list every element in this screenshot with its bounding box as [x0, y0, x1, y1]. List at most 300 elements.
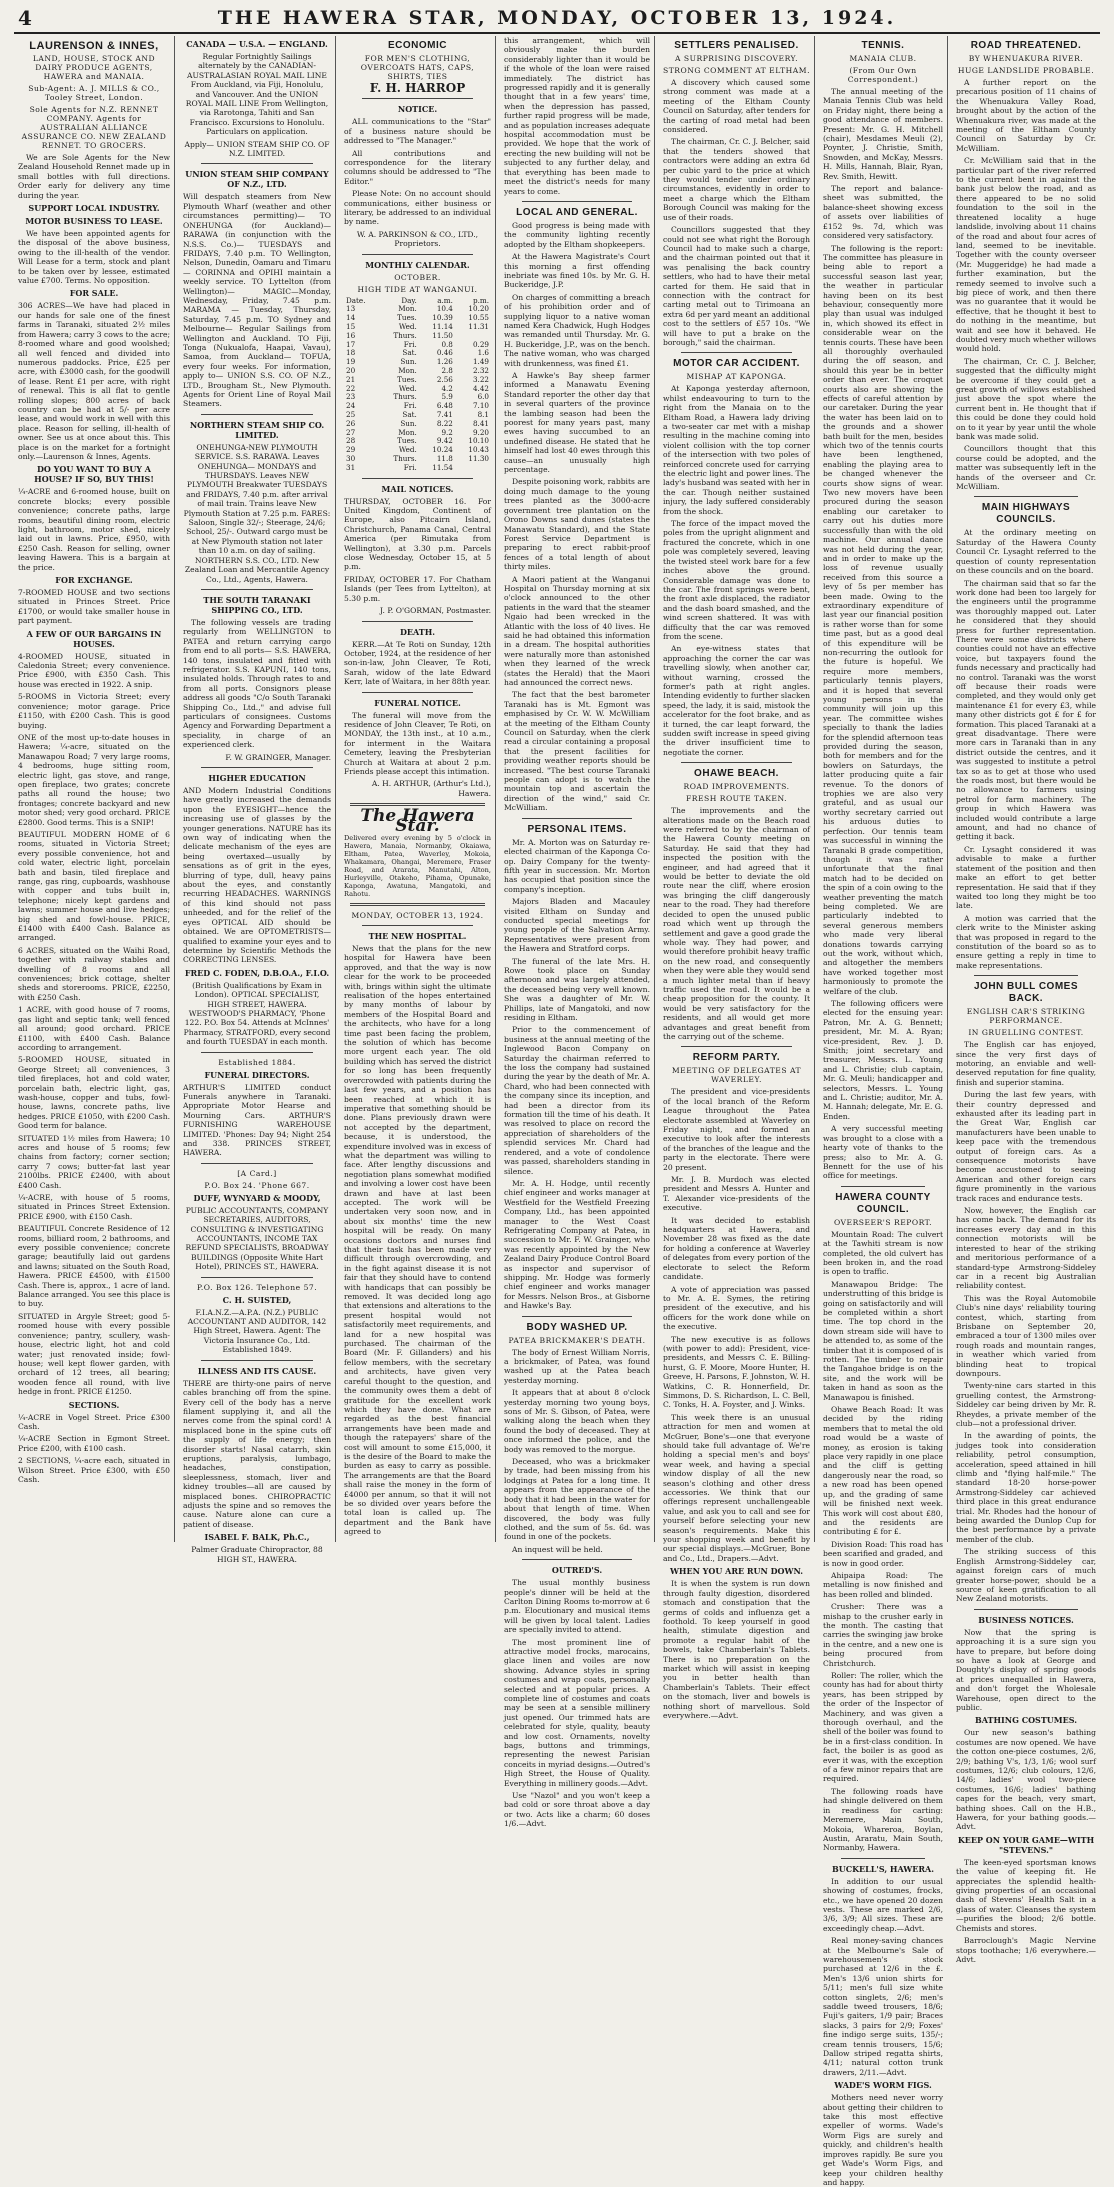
tide-cell: 10.4: [436, 304, 453, 314]
sub-agent: Sub-Agent: A. J. MILLS & CO., Tooley Street, London.: [28, 84, 160, 102]
reform-item: It was decided to establish headquarters at Hawera, and November 28 was fixed as the date for holding a conference at Waverley of delegates from every portion of the electorate to select the Reform candidate.: [663, 1215, 810, 1282]
tide-cell: Fri.: [403, 462, 417, 472]
john-bull-item: The English car has enjoyed, since the very first days of motoring, an enviable and well-deserved reputation for fine quality, finish and superior stamina.: [956, 1040, 1096, 1087]
firm-line: LAND, HOUSE, STOCK AND DAIRY PRODUCE AGENTS, HAWERA and MANAIA.: [32, 54, 156, 81]
business-notices-heading: BUSINESS NOTICES.: [978, 1614, 1074, 1625]
stevens-heading: KEEP ON YOUR GAME—WITH "STEVENS.": [957, 1834, 1095, 1855]
tide-row: [344, 367, 491, 376]
funeral-signature: A. H. ARTHUR, (Arthur's Ltd.), Hawera.: [371, 779, 491, 798]
tide-row: [344, 402, 491, 411]
suisted-text: F.I.A.N.Z.—A.P.A. (N.Z.) PUBLIC ACCOUNTANT AND AUDITOR, 142 High Street, Hawera. Agent: The Victoria Insurance Co., Ltd. Established 1849.: [187, 1307, 327, 1355]
tennis-item: A very successful meeting was brought to a close with a hearty vote of thanks to the press; also to Mr. A. G. Bennett for the use of his office for meetings.: [823, 1124, 943, 1181]
tide-cell: 8.41: [472, 418, 489, 428]
death-heading: DEATH.: [399, 626, 436, 637]
funeral-directors-heading: FUNERAL DIRECTORS.: [204, 1069, 310, 1080]
tennis-correspondent: (From Our Own Correspondent.): [847, 66, 919, 84]
motor-item: At Kaponga yesterday afternoon, whilst endeavouring to turn to the right from the Manaia on to the Eltham Road, a Hawera lady driving a two-seater car met with a mishap resulting in the machine coming into violent collision with the top corner of the intersection with two poles of reinforced concrete used for carrying the electric light and power lines. The lady's husband was seated with her in the car. Though neither sustained injury, the lady suffered considerably from the shock.: [663, 384, 810, 516]
john-bull-item: During the last few years, with their country depressed and exhausted after its leading part in the Great War, English car manufacturers have been unable to keep pace with the tremendous output of foreign cars. As a consequence motorists have become accustomed to seeing American and other foreign cars figure prominently in the various track races and endurance tests.: [956, 1090, 1096, 1203]
divider: [362, 254, 473, 255]
masthead: [14, 6, 1100, 34]
personal-heading: PERSONAL ITEMS.: [527, 823, 627, 835]
divider: [522, 818, 632, 819]
star-nameplate: The Hawera Star.: [360, 806, 475, 836]
divider: [974, 1609, 1078, 1610]
tide-cell: 14: [346, 313, 356, 323]
tide-cell: 3.22: [472, 374, 489, 384]
personal-item: Majors Bladen and Macauley visited Eltham on Sunday and conducted special meetings for young people of the Salvation Army. Representatives were present from the Hawera and Stratford corps.: [504, 897, 650, 954]
listing-one-acre: 1 ACRE, with good house of 7 rooms, gas light and septic tank; well fenced all around; good orchard. PRICE £1100, with £400 Cash. Balance according to arrangement.: [18, 1005, 170, 1052]
tide-column-header: a.m.: [437, 295, 453, 305]
listing-four-roomed: 4-ROOMED HOUSE, situated in Caledonia Street; every convenience. Price £900, with £350 Cash. This house was erected in 1922. A snip.: [18, 651, 170, 689]
local-item: A Hawke's Bay sheep farmer informed a Manawatu Evening Standard reporter the other day that in several quarters of the province the lambing season had been the poorest for many years past, many ewes having succumbed to an undefined disease. He stated that he himself had lost 40 ewes through this cause—an unusually high percentage.: [504, 371, 650, 475]
tide-cell: 11.54: [432, 462, 453, 472]
tide-cell: Thurs.: [393, 392, 417, 402]
tide-cell: 6.0: [477, 392, 489, 402]
south-taranaki-heading: THE SOUTH TARANAKI SHIPPING CO., LTD.: [203, 594, 311, 615]
economic-text: FOR MEN'S CLOTHING, OVERCOATS HATS, CAPS, SHIRTS, TIES: [360, 54, 475, 81]
column-4: [500, 36, 655, 1829]
motor-accident-heading: MOTOR CAR ACCIDENT.: [673, 358, 800, 370]
divider: [681, 1046, 792, 1047]
county-item: Mountain Road: The culvert at the Tawhiti stream is now completed, the old culvert has been broken in, and the road is open to traffic.: [823, 1229, 943, 1277]
card-label: [A Card.]: [237, 1168, 277, 1178]
tide-cell: 5.9: [441, 392, 453, 402]
divider: [681, 762, 792, 763]
star-delivery: Delivered every evening by 5 o'clock in Hawera, Manaia, Normanby, Okaiawa, Eltham, Patea, Waverley, Mokoia, Whakamara, Ohangai, Meremere, Fraser Road, and Ararata, Manutahi, Alton, Hurleyville, Otakeho, Pihama, Opunake, Kaponga, Awatuna, Mangatoki, and Rahotu.: [344, 834, 491, 898]
tide-cell: 10.55: [468, 313, 489, 323]
personal-item: The funeral of the late Mrs. H. Rowe took place on Sunday afternoon and was largely attended, the deceased being very well known. She was a daughter of Mr. W. Phillips, late of Mangatoki, and now residing in Eltham.: [504, 956, 650, 1022]
reform-item: The new executive is as follows (with power to add): President, vice-presidents, and Messrs C. E. Billing-hurst, G. F. Moore, Moore Hunter, H. Greeve, H. Parsons, F. Johnston, W. H. Watkins, C. R. Honnerfield, Dr. Simmons, D. S. Richardson, L. C. Bell, C. Tonks, H. A. Foyster, and J. Winks.: [663, 1334, 810, 1410]
tide-cell: 7.41: [436, 410, 453, 420]
ohawe-item: The improvements and the alterations made on the Beach road were referred to by the chairman of the Hawera County meeting on Saturday. He said that they had inspected the position with the engineer, and had agreed that it would be better to deviate the old route near the cliff, where erosion was bringing the cliff dangerously near to the road. They had therefore decided to open the unused public road which went up through the settlement and gave a good grade the whole way. They had power, and would therefore prohibit heavy traffic on the new road, and consequently when they were able they would send a much lighter metal than if heavy traffic used the road. It would be a cheap proposition for the county. It would be very satisfactory for the residents, and all would get more advantages and great benefit from the carrying out of the scheme.: [663, 806, 810, 1041]
duff-text: PUBLIC ACCOUNTANTS, COMPANY SECRETARIES, AUDITORS, CONSULTING & INVESTIGATING ACCOUNTANTS, INCOME TAX REFUND SPECIALISTS, BROADWAY BUILDINGS (Opposite White Hart Hotel), PRINCES ST., HAWERA.: [185, 1205, 329, 1272]
listing-manawapou: ONE of the most up-to-date houses in Hawera; ¼-acre, situated on the Manawapou Road; 7 very large rooms, 4 bedrooms, huge sitting room, electric light, gas stove, and range, open fireplace, two grates; concrete paths all round the house; two frontages; concrete backyard and new motor shed; very good orchard. PRICE £2800. Good terms. This is a SNIP!: [18, 732, 170, 827]
hospital-editorial: News that the plans for the new hospital for Hawera have been approved, and that the way is now clear for the work to be proceeded with, brings within sight the ultimate realisation of the hopes entertained by many months of labour by members of the Hospital Board and the architects, who have for a long time past been facing the problem, the solution of which has become more urgent each year. The old building which has served the district for so long has been frequently overcrowded with patients during the last few years, and a position has been reached at which it is imperative that something should be done. Plans previously drawn were not accepted by the department, because, it is understood, the expenditure involved was in excess of what the department was willing to face. After lengthy discussions and negotiation plans somewhat modified and involving a lower cost have been drawn and have at last been accepted. The work will be undertaken very soon now, and in about six months' time the new hospital will be ready. On many occasions doctors and nurses find that their task has been made very difficult through overcrowding, and in the fight against disease it is not fair that they should have to contend with handicaps that can possibly be removed. It was decided long ago that extensions and alterations to the present hospital would not satisfactorily meet requirements, and land for a new hospital was purchased. The chairman of the Board (Mr. F. Gillanders) and his fellow members, with the secretary and architects, have given very careful thought to the question, and the community owes them a debt of gratitude for the excellent work which they have done. What are regarded as the best financial arrangements have been made and though the ratepayers' share of the cost will amount to some £15,000, it is the desire of the Board to make the burden as easy to carry as possible. The arrangements are that the Board shall raise the money in the form of £4000 per annum, so that it will not be so divided over years before the total loan is called up. The department and the Bank have agreed to: [344, 944, 491, 1537]
divider: [201, 589, 313, 590]
settlers-subheading: A SURPRISING DISCOVERY.: [674, 54, 799, 63]
bargains-heading: A FEW OF OUR BARGAINS IN HOUSES.: [26, 628, 162, 649]
tide-cell: 2.32: [472, 366, 489, 376]
county-item: Roller: The roller, which the county has had for about thirty years, has been stripped by the order of the Inspector of Machinery, and was given a thorough overhaul, and the shell of the boiler was found to be in a first-class condition. In fact, the boiler is as good as ever it was, with the exception of a few minor repairs that are required.: [823, 1671, 943, 1784]
column-5: [659, 36, 815, 1720]
tide-cell: 31: [346, 462, 356, 472]
tide-cell: 26: [346, 418, 356, 428]
section-vogel: ¼-ACRE in Vogel Street. Price £300 Cash.: [18, 1412, 170, 1431]
wades-heading: WADE'S WORM FIGS.: [834, 2080, 932, 2091]
tide-row: [344, 349, 491, 358]
mail-heading: MAIL NOTICES.: [381, 483, 454, 494]
illness-heading: ILLNESS AND ITS CAUSE.: [197, 1365, 317, 1376]
county-council-subheading: OVERSEER'S REPORT.: [833, 1217, 933, 1227]
mail-notice-1: THURSDAY, OCTOBER 16. For United Kingdom, Continent of Europe, also Pitcairn Island, Christchurch, Panama Canal, Central America (per Rimutaka from Wellington), at 3.30 p.m. Parcels close Wednesday, October 15, at 5 p.m.: [344, 496, 491, 572]
john-bull-item: In the awarding of points, the judges took into consideration reliability, petrol consumption, acceleration, speed attained in hill climb and "flying half-mile." The standard 18-20 horse-power Armstrong-Siddeley car achieved third place in this great endurance trial. Mr. Rhodes had the honour of being awarded the Dunlop Cup for the best performance by a private member of the club.: [956, 1431, 1096, 1544]
divider: [201, 767, 313, 768]
wades-text: Mothers need never worry about getting their children to take this most effective expeller of worms. Wade's Worm Figs are surely and quickly, and children's health improves rapidly. Be sure you get Wade's Worm Figs, and keep your children healthy and happy.: [823, 2093, 943, 2187]
divider: [362, 478, 473, 479]
tide-cell: 15: [346, 322, 356, 332]
tide-table: [344, 297, 491, 473]
john-bull-item: Twenty-nine cars started in this gruelling contest, the Armstrong-Siddeley car being driven by Mr. R. Rheydes, a private member of the club—not a professional driver.: [956, 1381, 1096, 1428]
notice-3: Please Note: On no account should communications, either business or literary, be addressed to an individual by name.: [344, 189, 491, 227]
tennis-item: The following is the report: The committee has pleasure in being able to report a successful season last year, the weather in particular having been on its best behaviour, consequently more play than usual was indulged in, which showed its effect in considerable wear on the tennis courts. These have been all thoroughly overhauled during the off season, and should this year be in better order than ever. The croquet courts also are showing the effects of careful attention by our caretaker. During the year the water has been laid on to the grounds and a shower bath built for the men, besides which two of the tennis courts have been lengthened, enabling the playing area to be changed whenever the courts show signs of wear. Two new movers have been procured during the season enabling our caretaker to carry out his duties more successfully than with the old machine. Our annual dance was not held during the year, and in order to make up the loss of revenue usually received from this source a levy of 5s per member has been made. Owing to the extraordinary expenditure of last year our financial position is rather worse than for some time past, but as a good deal of this expenditure will be non-recurring the outlook for the future is hopeful. We require more members, particularly tennis players, and it is hoped that several young persons in the community will join up this year. The committee wishes specially to thank the ladies for the splendid afternoon teas provided during the season, both for members and for the bowlers on Saturdays, the latter producing quite a fair revenue. To the donors of trophies we are also very grateful, and as usual our worthy secretary carried out his arduous duties to perfection. Our tennis team was successful in winning the Taranaki B grade competition, though it was rather unfortunate that the final match had to be decided on the spin of a coin owing to the weather preventing the match being completed. We are particularly indebted to several generous members who made very liberal donations towards carrying out the work, without which, and altogether the members have worked together most harmoniously to promote the welfare of the club.: [823, 243, 943, 996]
county-item: Manawapou Bridge: The understrutting of this bridge is going on satisfactorily and will be completed within a short time. The top chord in the down stream side will have to be attended to, as some of the timber that it is composed of is rotten. The timber to repair the Tangahoe bridge is on the site, and the work will be taken in hand as soon as the Manawapou is finished.: [823, 1279, 943, 1402]
notice-2: All contributions and correspondence for the literary columns should be addressed to "The Editor.": [344, 148, 491, 186]
bathing-heading: BATHING COSTUMES.: [975, 1715, 1077, 1726]
outreds-item: The usual monthly business people's dinner will be held at the Carlton Dining Rooms to-morrow at 6 p.m. Elocutionary and musical items will be given by local talent. Ladies are specially invited to attend.: [504, 1578, 650, 1635]
higher-education-heading: HIGHER EDUCATION: [208, 773, 306, 783]
tide-cell: 24: [346, 401, 356, 411]
tide-cell: Fri.: [403, 339, 417, 349]
nervine-advert: Barroclough's Magic Nervine stops toothache; 1/6 everywhere.—Advt.: [956, 1936, 1096, 1964]
illness-text: THERE are thirty-one pairs of nerve cables branching off from the spine. Every cell of the body has a nerve filament supplying it, and all the nerves come from the spinal cord! A misplaced bone in the spine cuts off the supply of life energy; then disorder starts! Nasal catarrh, skin eruptions, paralysis, lumbago, headaches, constipation, sleeplessness, stomach, liver and kidney troubles—all are caused by misplaced bones. CHIROPRACTIC adjusts the spine and so removes the cause. Nature alone can cure a patient of disease.: [183, 1378, 331, 1529]
listing-six-acres: 6 ACRES, situated on the Waihi Road, together with railway stables and dwelling of 8 rooms and all conveniences; brick cottage, shelter sheds and storerooms. PRICE, £2250, with £250 Cash.: [18, 945, 170, 1002]
tide-cell: 10.10: [468, 436, 489, 446]
john-bull-heading: JOHN BULL COMES BACK.: [974, 981, 1078, 1005]
tide-cell: 21: [346, 374, 356, 384]
business-item: Now that the spring is approaching it is a sure sign you have to prepare, but before doing so have a look at George and Doughty's display of spring goods at prices unequalled in Hawera, and don't forget the Wholesale Warehouse, open direct to the public.: [956, 1627, 1096, 1712]
postmaster: J. P. O'GORMAN, Postmaster.: [380, 606, 491, 616]
tide-row: [344, 393, 491, 402]
divider: [201, 1052, 313, 1053]
run-down-text: It is when the system is run down through faulty digestion, disordered stomach and constipation that the germs of colds and influenza get a foothold. To keep yourself in good health, stimulate digestion and promote a regular habit of the bowels, take Chamberlain's Tablets. There is no preparation on the market which will assist in keeping you in better health than Chamberlain's Tablets. Their effect on the stomach, liver and bowels is nothing short of marvellous. Sold everywhere.—Advt.: [663, 1579, 810, 1720]
tide-cell: 11.8: [436, 454, 453, 464]
tide-cell: 4.42: [472, 383, 489, 393]
tide-cell: 0.8: [441, 339, 453, 349]
tide-cell: 10.20: [468, 304, 489, 314]
divider: [974, 975, 1078, 976]
tide-row: [344, 420, 491, 429]
settlers-subheading-2: STRONG COMMENT AT ELTHAM.: [663, 66, 810, 75]
foden-name: FRED C. FODEN, D.B.O.A., F.I.O.: [184, 967, 330, 978]
notice-heading: NOTICE.: [397, 104, 438, 115]
tide-cell: 16: [346, 330, 356, 340]
higher-education-text: AND Modern Industrial Conditions have greatly increased the demands upon the EYESIGHT—hence the increasing use of glasses by the younger generations. NATURE has its own way of indicating when the delicate mechanism of the eyes are being overtaxed—usually by sensations as of grit in the eyes, blurring of type, dull, heavy pains about the eyes, and constantly recurring HEADACHES. WARNINGS of this kind should not pass unheeded, and for the relief of the eyes OPTICAL AID should be obtained. We are OPTOMETRISTS—qualified to examine your eyes and to determine by Scientific Methods the CORRECTING LENSES.: [183, 786, 331, 965]
divider: [201, 1163, 313, 1164]
tide-cell: 0.46: [436, 348, 453, 358]
tide-cell: Sun.: [400, 418, 417, 428]
john-bull-subheading-2: IN GRUELLING CONTEST.: [968, 1028, 1084, 1038]
tide-cell: 20: [346, 366, 356, 376]
sections-heading: SECTIONS.: [68, 1399, 120, 1410]
listing-concrete-residence: BEAUTIFUL Concrete Residence of 12 rooms, billiard room, 2 bathrooms, and every possible convenience; concrete garage; beautifully laid out gardens and lawns; situated on the South Road, Hawera. PRICE £4500, with £1500 Cash. There is, approx., 1 acre of land. Balance arranged. You see this place is to buy.: [18, 1224, 170, 1309]
agents: Sole Agents for N.Z. RENNET COMPANY. Agents for AUSTRALIAN ALLIANCE ASSURANCE CO. NEW ZEALAND RENNET. TO GROCERS.: [21, 105, 167, 150]
mcgruer-advert: This week there is an unusual attraction for men and women at McGruer, Bone's—one that everyone should take full advantage of. We're holding a special men's and boys' wear week, and having a special window display of all the new season's clothing and other dress accessories. We think that our offerings represent unchallengeable value, and ask you to call and see for yourself before selecting your new season's requirements. Make this your shopping week and benefit by our special displays.—McGruer, Bone and Co., Ltd., Drapers.—Advt.: [663, 1412, 810, 1563]
page-number: 4: [18, 6, 32, 30]
personal-item: Prior to the commencement of business at the annual meeting of the Inglewood Bacon Company on Saturday the chairman referred to the loss the company had sustained during the year by the death of Mr. A. Chard, who had been connected with the company since its inception, and had been a director from its formation till the time of his death. It was resolved to place on record the appreciation of shareholders of the splendid services Mr. Chard had rendered, and a vote of condolence was passed, shareholders standing in silence.: [504, 1025, 650, 1176]
tide-cell: 19: [346, 357, 356, 367]
listing-306-acres: 306 ACRES—We have had placed in our hands for sale one of the finest farms in Taranaki, situated 2½ miles from Hawera; carry 3 cows to the acre; 8-roomed whare and good woolshed; all well fenced and divided into numerous paddocks. Price, £25 per acre, with £3000 cash, for the goodwill of lease. Rent £1 per acre, with right of renewal. This is all flat to gentle rolling slopes; 800 acres of back country can be had at 5/- per acre lease, and would work in well with this place. Reason for selling, ill-health of owner. See us at once about this. This place is on the market for a fortnight only.—Laurenson & Innes, Agents.: [18, 301, 170, 461]
tennis-heading: TENNIS.: [861, 40, 905, 51]
motor-business-text: We have been appointed agents for the disposal of the above business, owing to the ill-health of the vendor. Will Lease for a term, stock and plant to be taken over by lessee, estimated value £700. Terms. No opposition.: [18, 229, 170, 286]
arthurs-text: ARTHUR'S LIMITED conduct Funerals anywhere in Taranaki. Appropriate Motor Hearse and Mourning Cars. ARTHUR'S FURNISHING WAREHOUSE LIMITED. 'Phones: Day 94; Night 254 and 338. PRINCES STREET, HAWERA.: [183, 1082, 331, 1158]
tide-cell: 10.43: [468, 445, 489, 455]
motor-item: An eye-witness states that approaching the corner the car was travelling slowly, when another car, without warning, crossed the former's path at right angles. Intending evidently to further slacken speed, the lady, it is said, mistook the accelerator for the foot brake, and as it turned, the car leapt forward, the sudden swift increase in speed giving the driver insufficient time to negotiate the corner.: [663, 644, 810, 757]
road-threatened-subheading: BY WHENUAKURA RIVER.: [968, 54, 1084, 63]
listing-quarter-acre: ¼-ACRE and 6-roomed house, built on concrete blocks; every possible convenience; concrete paths, large rooms, beautiful dining room, electric light, bathroom, motor shed, nicely laid out in lawns. Price, £950, with £250 Cash. Reason for selling, owner leaving Hawera. This is a bargain at the price.: [18, 487, 170, 572]
tide-cell: Sat.: [402, 410, 417, 420]
tide-column-header: p.m.: [473, 295, 489, 305]
foden-text: (British Qualifications by Exam in London). OPTICAL SPECIALIST, HIGH STREET, HAWERA. WESTWOOD'S PHARMACY, 'Phone 122. P.O. Box 54. Attends at McInnes' Pharmacy, STRATFORD, every second and fourth TUESDAY in each month.: [183, 980, 331, 1047]
county-council-heading: HAWERA COUNTY COUNCIL.: [835, 1191, 931, 1215]
local-item: Good progress is being made with the community lighting recently adopted by the Eltham shopkeepers.: [504, 220, 650, 249]
tide-cell: Sat.: [402, 348, 417, 358]
mail-notice-2: FRIDAY, OCTOBER 17. For Chatham Islands (per Tees from Lyttelton), at 5.30 p.m.: [344, 574, 491, 603]
stevens-text: The keen-eyed sportsman knows the value of keeping fit. He appreciates the splendid health-giving properties of an occasional dash of Stevens' Health Salt in a glass of water. Cleanses the system—purifies the blood; 2/6 bottle. Chemists and stores.: [956, 1857, 1096, 1933]
buckells-heading: BUCKELL'S, HAWERA.: [831, 1863, 934, 1874]
calendar-month: OCTOBER.: [394, 272, 441, 282]
tide-cell: Tues.: [397, 436, 417, 446]
ohawe-subheading-2: FRESH ROUTE TAKEN.: [685, 794, 788, 804]
divider: [362, 621, 473, 622]
john-bull-item: This was the Royal Automobile Club's nine days' reliability touring contest, which, starting from Brisbane on September 20, embraced a tour of 1300 miles over rough roads and mountain ranges, in weather which varied from blinding heat to tropical downpours.: [956, 1293, 1096, 1378]
newspaper-title: THE HAWERA STAR, MONDAY, OCTOBER 13, 1924.: [217, 7, 897, 29]
divider: [201, 163, 313, 164]
box-phone: P.O. Box 24. 'Phone 667.: [204, 1180, 310, 1190]
local-item: Despite poisoning work, rabbits are doing much damage to the young trees planted as the 3000-acre government tree plantation on the Orono Downs sand dunes (states the Manawatu Standard), and the State Forest Service Department is preparing to erect rabbit-proof fences of a total length of about thirty miles.: [504, 477, 650, 572]
local-general-heading: LOCAL AND GENERAL.: [516, 206, 638, 218]
tide-cell: 6.48: [436, 401, 453, 411]
county-item: Ohawe Beach Road: It was decided by the riding members that to metal the old road would be a waste of money, as erosion is taking place very rapidly in one place and the cliff is getting dangerously near the road, so a new road has been opened up, and the grading of same will be finished next week. This work will cost about £80, and the residents are contributing £ for £.: [823, 1405, 943, 1537]
divider: [350, 903, 485, 906]
union-steam-text: Will despatch steamers from New Plymouth Wharf (weather and other circumstances permitting)— TO ONEHUNGA (for Auckland)— RARAWA (in conjunction with the N.S.S. Co.)— TUESDAYS and FRIDAYS, 7.40 p.m. TO Wellington, Nelson, Dunedin, Oamaru and Timaru— CORINNA and OPIHI maintain a weekly service. TO Lyttelton (from Wellington)— MAGIC—Monday, Wednesday, Friday, 7.45 p.m. MARAMA — Tuesday, Thursday, Saturday, 7.45 p.m. TO Sydney and Melbourne— Regular Sailings from Wellington and Auckland. TO Fiji, Tonga (Nukualofa, Haapai, Vavau), Samoa, from Auckland— TOFUA, every four weeks. For information, apply to— UNION S.S. CO. OF N.Z., LTD., Brougham St., New Plymouth. Agents for Orient Line of Royal Mail Steamers.: [183, 192, 331, 409]
body-item: Deceased, who was a brickmaker by trade, had been missing from his lodgings at Patea for a long time. It appears from the appearance of the body that it had been in the water for about that length of time. When discovered, the body was fully clothed, and the sum of 5s. 6d. was found in one of the pockets.: [504, 1457, 650, 1542]
settlers-item: The chairman, Cr. C. J. Belcher, said that the tenders showed that contractors were adding an extra 6d per cubic yard to the price at which they would tender under ordinary circumstances, evidently in order to meet a charge which the Eltham Borough Council was making for the use of their roads.: [663, 137, 810, 222]
local-item: On charges of committing a breach of his prohibition order and of supplying liquor to a native woman named Kera Chadwick, Hugh Hodges was remanded until Thursday. Mr. G. H. Buckeridge, J.P., was on the bench. The native woman, who was charged with drunkenness, was fined £1.: [504, 292, 650, 368]
county-item: Crusher: There was a mishap to the crusher early in the month. The casting that carries the swinging jaw broke in the centre, and a new one is being procured from Christchurch.: [823, 1602, 943, 1668]
tide-row: [344, 341, 491, 350]
northern-text: ONEHUNGA-NEW PLYMOUTH SERVICE. S.S. RARAWA. Leaves ONEHUNGA— MONDAYS and THURSDAYS. Leaves NEW PLYMOUTH Breakwater TUESDAYS and FRIDAYS, 7.40 p.m. after arrival of mail train. Trains leave New Plymouth Station at 7.25 p.m. FARES: Saloon, Single 32/-; Steerage, 24/6; School, 25/-. Outward cargo must be at New Plymouth station not later than 10 a.m. on day of sailing. NORTHERN S.S. CO., LTD. New Zealand Loan and Mercantile Agency Co., Ltd., Agents, Hawera.: [183, 442, 331, 584]
column-1: [14, 36, 175, 1542]
john-bull-item: Now, however, the English car has come back. The demand for its increases every day and in this connection motorists will be interested to hear of the striking and meritorious performance of a standard-type Armstrong-Siddeley car in a recent big Australian reliability contest.: [956, 1206, 1096, 1291]
grainger-signature: F. W. GRAINGER, Manager.: [225, 752, 331, 762]
section-egmont: ¼-ACRE Section in Egmont Street. Price £200, with £100 cash.: [18, 1434, 170, 1453]
body-washed-subheading: PATEA BRICKMAKER'S DEATH.: [508, 1335, 646, 1345]
tide-cell: 9.20: [472, 427, 489, 437]
harrop-name: F. H. HARROP: [369, 81, 466, 95]
settlers-heading: SETTLERS PENALISED.: [674, 40, 799, 51]
support-heading: SUPPORT LOCAL INDUSTRY.: [28, 203, 160, 214]
local-item: A Maori patient at the Wanganui Hospital on Thursday morning at six o'clock announced to the other patients in the ward that the steamer Ngaio had been wrecked in the Atlantic with the loss of 40 lives. He said he had obtained this information in a dream. The hospital authorities were naturally more than astonished when they learned of the wreck (states the Herald) that the Maori had announced the correct news.: [504, 574, 650, 687]
ohawe-subheading: ROAD IMPROVEMENTS.: [683, 782, 790, 792]
body-washed-heading: BODY WASHED UP.: [526, 1321, 628, 1333]
highways-item: A motion was carried that the clerk write to the Minister asking that was proposed in regard to the constitution of the board so as to ensure getting a reply in time to make representations.: [956, 913, 1096, 970]
reform-item: Mr. J. B. Murdoch was elected president and Messrs A. Hunter and T. Alexander vice-presidents of the executive.: [663, 1175, 810, 1213]
road-item: The chairman, Cr. C. J. Belcher, suggested that the difficulty might be overcome if they could get a great growth of willows established just above the spot where the current bent in. He thought that if this could be done they could hold on to it year by year until the whole bank was made solid.: [956, 356, 1096, 442]
body-item: An inquest will be held.: [512, 1544, 603, 1554]
section-wilson: 2 SECTIONS, ¼-acre each, situated in Wilson Street. Price £300, with £50 Cash.: [18, 1456, 170, 1484]
reform-item: The president and vice-presidents of the local branch of the Reform League throughout the Patea electorate assembled at Waverley on Friday night, and formed an executive to look after the interests of the branches of the league and the party in the electorate. There were 20 present.: [663, 1087, 810, 1172]
divider: [522, 201, 632, 202]
road-item: Cr. McWilliam said that in the particular part of the river referred to the current bent in against the bank just below the road, and as there appeared to be no solid foundation to the soil in the threatened locality a huge landslide, involving about 11 chains of the road and about four acres of land, seemed to be inevitable. Together with the county overseer (Mr. Muggeridge) he had made a further examination, but the remedy seemed to involve such a big piece of work, and then there was no guarantee that it would be effective, that he thought it best to do nothing in the meantime, but wait and see how it behaved. He doubted very much whether willows would hold.: [956, 156, 1096, 354]
firm-name: LAURENSON & INNES,: [29, 40, 159, 52]
divider: [841, 1186, 925, 1187]
reform-subheading: MEETING OF DELEGATES AT WAVERLEY.: [671, 1066, 802, 1085]
listing-seven-roomed: 7-ROOMED HOUSE and two sections situated in Princes Street. Price £1700, or would take smaller house in part payment.: [18, 588, 170, 626]
tide-row: [344, 376, 491, 385]
tide-cell: 13: [346, 304, 356, 314]
tide-cell: 30: [346, 454, 356, 464]
tide-cell: Tues.: [397, 374, 417, 384]
suisted-name: C. H. SUISTED,: [222, 1294, 292, 1305]
tide-cell: 0.29: [472, 339, 489, 349]
tide-cell: 11.30: [468, 454, 489, 464]
tennis-item: The report and balance-sheet was submitted, the balance-sheet showing excess of assets over liabilities of £152 9s. 7d, which was considered very satisfactory.: [823, 184, 943, 241]
tide-row: [344, 358, 491, 367]
south-taranaki-text: The following vessels are trading regularly from WELLINGTON to PATEA and return carrying cargo from end to all ports— S.S. HAWERA, 140 tons, insulated and fitted with refrigerator. S.S. KAPUNI, 140 tons, insulated holds. Through rates to and from all ports. Consignors please address all goods "C/o South Taranaki Shipping Co., Ltd.," and advise full particulars of consignees. Customs Agency and Forwarding Department a speciality, in charge of an experienced clerk.: [183, 617, 331, 750]
tide-cell: 10.24: [432, 445, 453, 455]
bathing-text: Our new season's bathing costumes are now opened. We have the cotton one-piece costumes, 2/6, 2/9; bathing V's, 1/3, 1/6; wool surf costumes, 12/6; club colours, 12/6, 14/6; ladies' wool two-piece costumes, 16/6; ladies' bathing capes for the beach, very smart, bathing shoes. Call on the H.B., Hawera, for your bathing goods.—Advt.: [956, 1728, 1096, 1832]
highways-heading: MAIN HIGHWAYS COUNCILS.: [981, 502, 1071, 526]
tide-cell: 23: [346, 392, 356, 402]
tide-heading: HIGH TIDE AT WANGANUI.: [357, 284, 478, 294]
tide-cell: 17: [346, 339, 356, 349]
tide-cell: Mon.: [398, 304, 417, 314]
tide-cell: 11.31: [468, 322, 489, 332]
buy-house-heading: DO YOU WANT TO BUY A HOUSE? IF SO, BUY THIS!: [34, 464, 154, 485]
tide-cell: Thurs.: [393, 454, 417, 464]
tide-cell: 11.14: [432, 322, 453, 332]
listing-argyle-street: SITUATED in Argyle Street; good 5-roomed house with every possible convenience; pantry, scullery, wash-house, electric light, hot and cold water; just renovated inside; fowl-house; well kept flower garden, with orchard of 12 trees, all bearing; wooden fence all round, with live hedge in front. PRICE £1250.: [18, 1311, 170, 1397]
column-2: [179, 36, 336, 1564]
tennis-item: The annual meeting of the Manaia Tennis Club was held on Friday night, there being a good attendance of members. Present: Mr. G. H. Mitchell (chair), Mesdames Meuli (2), Poynter, J. Christie, Smith, Snowden, and McKay, Messrs. H. Mills, Hannah, Blair, Ryan, Rev. Smith, Hewitt.: [823, 87, 943, 181]
grocers-notice: We are Sole Agents for the New Zealand Household Rennet made up in small bottles with full directions. Order early for delivery any time during the year.: [18, 153, 170, 200]
calendar-heading: MONTHLY CALENDAR.: [365, 259, 470, 270]
balk-name: ISABEL F. BALK, Ph.C.,: [204, 1532, 310, 1543]
highways-item: Cr. Lysaght considered it was advisable to make a further statement of the position and then make an effort to get better representation. He said that if they waited too long they might be too late.: [956, 844, 1096, 911]
economic-heading: ECONOMIC: [388, 40, 447, 51]
proprietors: W. A. PARKINSON & CO., LTD., Proprietors.: [356, 229, 479, 249]
county-item: Ahipaipa Road: The metalling is now finished and has been rolled and blinded.: [823, 1570, 943, 1599]
personal-item: Mr. A. H. Hodge, until recently chief engineer and works manager at Westfield for the Westfield Freezing Company, Ltd., has been appointed manager to the West Coast Refrigerating Company at Patea, in succession to Mr. F. W. Grainger, who was recently appointed by the New Zealand Dairy Produce Control Board as inspector and supervisor of shipping. Mr. Hodge was formerly chief engineer and works manager for Messrs. Nelson Bros., at Gisborne and Hawke's Bay.: [504, 1178, 650, 1311]
tide-cell: 10.39: [432, 313, 453, 323]
funeral-notice-heading: FUNERAL NOTICE.: [374, 697, 461, 708]
john-bull-subheading: ENGLISH CAR'S STRIKING PERFORMANCE.: [966, 1007, 1086, 1026]
divider: [974, 496, 1078, 497]
divider: [841, 1858, 925, 1859]
notice-1: ALL communications to the "Star" of a business nature should be addressed to "The Manager.": [344, 117, 491, 146]
tide-row: [344, 323, 491, 332]
tide-cell: Thurs.: [393, 330, 417, 340]
tide-cell: 11.50: [432, 330, 453, 340]
tide-cell: 4.2: [441, 383, 453, 393]
buckells-text: In addition to our usual showing of costumes, frocks, etc., we have opened 20 dozen vests. These are marked 2/6, 3/6, 3/9; All sizes. These are exceedingly cheap.—Advt.: [823, 1876, 943, 1933]
tide-column-header: Day.: [401, 295, 417, 305]
tide-cell: Sun.: [400, 357, 417, 367]
reform-heading: REFORM PARTY.: [692, 1052, 781, 1064]
tide-row: [344, 455, 491, 464]
column-7: [952, 36, 1100, 1964]
reform-item: A vote of appreciation was passed to Mr. A. E. Symes, the retiring president of the executive, and his officers for the work done while on the executive.: [663, 1284, 810, 1332]
outreds-item: The most prominent line of attractive model frocks, marocains, glace linen and voiles are now showing. Advance styles in spring costumes and wrap coats, personally selected and at popular prices. A complete line of costumes and coats may be seen at a sensible millinery just opened. Our trimmed hats are celebrated for style, quality, beauty and low cost. Ornaments, novelty bags, buttons and trimmings, representing the newest Parisian conceits in myriad designs.—Outred's High Street, the House of Quality. Everything in millinery goods.—Advt.: [504, 1637, 650, 1788]
column-6: [819, 36, 948, 2187]
listing-george-street: 5-ROOMED HOUSE, situated in George Street; all conveniences, 3 tiled fireplaces, hot and cold water, porcelain bath, electric light, gas, wash-house, copper and tubs, fowl-house, lawns, concrete paths, live hedges. PRICE £1050, with £200 Cash. Good term for balance.: [18, 1055, 170, 1131]
canada-apply: Apply— UNION STEAM SHIP CO. OF N.Z. LIMITED.: [184, 139, 330, 159]
melbourne-sale-text: Real money-saving chances at the Melbourne's Sale of warehousemen's stock purchased at 12/6 in the £. Men's 13/6 union shirts for 5/11; men's full size white cotton singlets, 2/6; men's saddle tweed trousers, 18/6; Fuji's gaiters, 1/9 pair; Braces slacks, 3 pairs for 2/9; Foxes' fine indigo serge suits, 135/-; cream tennis trousers, 15/6; Dallow striped regatta shirts, 4/11; natural cotton trunk drawers, 2/11.—Advt.: [823, 1936, 943, 2077]
tide-cell: 8.1: [477, 410, 489, 420]
tide-cell: 2.56: [436, 374, 453, 384]
personal-item: Mr. A. Morton was on Saturday re-elected chairman of the Kaponga Co-op. Dairy Company for the twenty-fifth year in succession. Mr. Morton has occupied that position since the company's inception.: [504, 837, 650, 894]
tide-cell: 7.10: [472, 401, 489, 411]
body-item: The body of Ernest William Norris, a brickmaker, of Patea, was found washed up at the Patea beach yesterday morning.: [504, 1347, 650, 1385]
road-item: Councillors thought that this course could be adopted, and the matter was subsequently left in the hands of the overseer and Cr. McWilliam.: [956, 444, 1096, 492]
tide-row: [344, 385, 491, 394]
canada-heading: CANADA — U.S.A. — ENGLAND.: [186, 39, 328, 49]
divider: [201, 1360, 313, 1361]
canada-text: Regular Fortnightly Sailings alternately by the CANADIAN-AUSTRALASIAN ROYAL MAIL LINE From Auckland, via Fiji, Honolulu, and Vancouver. And the UNION ROYAL MAIL LINE From Wellington, via Rarotonga, Tahiti and San Francisco. Excursions to Honolulu. Particulars on application.: [185, 52, 329, 137]
columns: [14, 36, 1100, 2187]
outreds-heading: OUTRED'S.: [551, 1565, 603, 1576]
road-threatened-heading: ROAD THREATENED.: [970, 40, 1082, 51]
local-item: At the Hawera Magistrate's Court this morning a first offending inebriate was fined 10s. by Mr. G. H. Buckeridge, J.P.: [504, 252, 650, 290]
listing-princes-street: ¼-ACRE, with house of 5 rooms, situated in Princes Street Extension. PRICE £900, with £150 Cash.: [18, 1193, 170, 1221]
tide-cell: 1.6: [477, 348, 489, 358]
county-item: Division Road: This road has been scarified and graded, and is now in good order.: [823, 1539, 943, 1568]
tide-cell: 1.49: [472, 357, 489, 367]
road-item: A further report on the precarious position of 11 chains of the Whenuakura Valley Road, brought about by the action of the Whenuakura river, was made at the meeting of the Eltham County Council on Saturday by Cr. McWilliam.: [956, 78, 1096, 153]
union-steam-heading: UNION STEAM SHIP COMPANY OF N.Z., LTD.: [185, 169, 329, 190]
tide-cell: 25: [346, 410, 356, 420]
body-item: It appears that at about 8 o'clock yesterday morning two young boys, sons of Mr. S. Gibson, of Patea, were walking along the beach when they found the body of deceased. They at once informed the police, and the body was removed to the morgue.: [504, 1388, 650, 1454]
established-line: Established 1884.: [218, 1057, 296, 1067]
tide-cell: Wed.: [398, 445, 417, 455]
divider: [362, 692, 473, 693]
listing-five-rooms: 5-ROOMS in Victoria Street; every convenience; motor garage. Price £1150, with £200 Cash. This is good buying.: [18, 692, 170, 730]
tide-column-header: Date.: [346, 295, 366, 305]
tide-cell: Mon.: [398, 427, 417, 437]
tide-cell: 22: [346, 383, 356, 393]
motor-item: The force of the impact moved the poles from the upright alignment and fractured the concrete, which in one pole was completely severed, leaving the twisted steel work bare for a few inches above the ground. Considerable damage was done to the car. The front springs were bent, the front axle displaced, the radiator and the dash board smashed, and the wind screen shattered. It was with difficulty that the car was removed from the scene.: [663, 519, 810, 641]
listing-ten-acres: SITUATED 1½ miles from Hawera; 10 acres and house of 5 rooms; few chains from factory; corner section; carry 7 cows; butter-fat last year 2100lbs. PRICE £2400, with about £400 Cash.: [18, 1133, 170, 1190]
tide-cell: Wed.: [398, 322, 417, 332]
tide-cell: 29: [346, 445, 356, 455]
duff-name: DUFF, WYNYARD & MOODY,: [193, 1192, 321, 1203]
tide-cell: Tues.: [397, 313, 417, 323]
dateline: MONDAY, OCTOBER 13, 1924.: [351, 911, 484, 920]
death-notice: KERR.—At Te Roti on Sunday, 12th October, 1924, at the residence of her son-in-law, John Cleaver, Te Roti, Sarah, widow of the late Edward Kerr, late of Waitara, in her 88th year.: [344, 639, 491, 687]
tide-row: [344, 464, 491, 473]
run-down-heading: WHEN YOU ARE RUN DOWN.: [669, 1566, 804, 1577]
tide-cell: Mon.: [398, 366, 417, 376]
nazol-advert: Use "Nazol" and you won't keep a bad cold or sore throat above a day or two. Acts like a charm; 60 doses 1/6.—Advt.: [504, 1791, 650, 1829]
divider: [201, 414, 313, 415]
motor-accident-subheading: MISHAP AT KAPONGA.: [686, 372, 787, 382]
tide-cell: 18: [346, 348, 356, 358]
tide-row: [344, 332, 491, 341]
balk-text: Palmer Graduate Chiropractor, 88 HIGH ST., HAWERA.: [191, 1545, 323, 1564]
divider: [522, 1559, 632, 1560]
hospital-heading: THE NEW HOSPITAL.: [368, 931, 467, 941]
tide-cell: Wed.: [398, 383, 417, 393]
settlers-item: A discovery which caused some strong comment was made at a meeting of the Eltham County Council on Saturday, after tenders for the carting of road metal had been considered.: [663, 78, 810, 135]
john-bull-item: The striking success of this English Armstrong-Siddeley car, against foreign cars of much greater horse-power, should be a source of keen gratification to all New Zealand motorists.: [956, 1547, 1096, 1604]
tide-cell: 2.8: [441, 366, 453, 376]
tide-row: [344, 411, 491, 420]
tide-cell: 9.2: [441, 427, 453, 437]
road-threatened-subheading-2: HUGE LANDSLIDE PROBABLE.: [957, 66, 1095, 75]
highways-item: At the ordinary meeting on Saturday of the Hawera County Council Cr. Lysaght referred to the question of county representation on these councils and on the board.: [956, 528, 1096, 576]
motor-business-heading: MOTOR BUSINESS TO LEASE.: [25, 216, 163, 227]
divider: [362, 925, 473, 926]
box-telephone: P.O. Box 126. Telephone 57.: [196, 1282, 318, 1292]
divider: [522, 1316, 632, 1317]
tide-cell: Fri.: [403, 401, 417, 411]
northern-heading: NORTHERN STEAM SHIP CO. LIMITED.: [189, 419, 325, 440]
county-item: The following roads have had shingle delivered on them in readiness for carting: Meremere, Main South, Mokoia, Whareroa, Boylan, Austin, Araratu, Main South, Normanby, Hawera.: [823, 1786, 943, 1853]
tide-cell: 27: [346, 427, 356, 437]
column-3: [340, 36, 496, 1542]
listing-modern-home: BEAUTIFUL MODERN HOME of 6 rooms, situated in Victoria Street; every possible convenience, hot and cold water, electric light, porcelain bath and basin, tiled fireplace and range, gas ring, cupboards, washhouse with copper and tubs built in, telephone; nicely kept gardens and lawns; summer house and live hedges; big shed and fowl-house. PRICE, £1400 with £400 Cash. Balance as arranged.: [18, 829, 170, 943]
settlers-item: Councillors suggested that they could not see what right the Borough Council had to make such a charge, and the chairman pointed out that it was penalising the back country settlers, who had to have their metal carted for them. He said that in connection with the contract for carting metal out to Tirimoana an extra 6d per yard meant an additional cost to the settlers of £57 10s. "We will have to put a brake on the borough," said the chairman.: [663, 225, 810, 347]
